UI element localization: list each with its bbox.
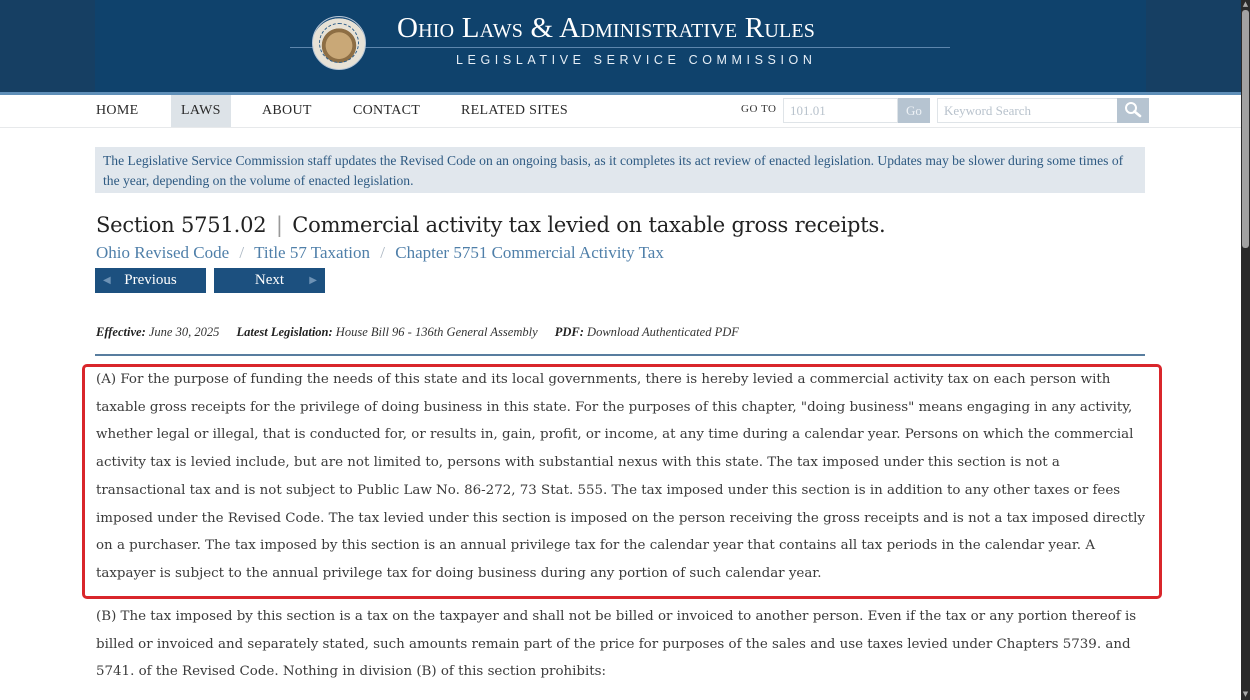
breadcrumb-separator: / [239, 243, 245, 262]
keyword-search-input[interactable]: Keyword Search [937, 98, 1118, 123]
main-nav [0, 95, 1241, 128]
next-label: Next [254, 272, 285, 288]
section-meta [96, 325, 753, 340]
site-title[interactable]: Ohio Laws & Administrative Rules [397, 12, 816, 44]
goto-button[interactable]: Go [898, 98, 930, 123]
goto-label: GO TO [741, 103, 777, 115]
legislation-label: Latest Legislation: [236, 325, 333, 339]
nav-item-laws[interactable]: LAWS [171, 95, 231, 127]
title-separator: | [275, 213, 283, 237]
breadcrumb-separator: / [380, 243, 386, 262]
section-title-text: Commercial activity tax levied on taxable gross receipts. [292, 213, 886, 237]
breadcrumb [96, 243, 664, 263]
section-number: Section 5751.02 [96, 213, 267, 237]
search-icon [1124, 101, 1142, 119]
paragraph-a: (A) For the purpose of funding the needs of this state and its local governments, there is hereby levied a commercial activity tax on each person with taxable gross receipts for the privilege of doing business in this state. For the purposes of this chapter, "doing business" means engaging in any activity, whether legal or illegal, that is conducted for, or results in, gain, profit, or income, at any time during a calendar year. Persons on which the commercial activity tax is levied include, but are not limited to, persons with substantial nexus with this state. The tax imposed under this section is not a transactional tax and is not subject to Public Law No. 86-272, 73 Stat. 555. The tax imposed under this section is in addition to any other taxes or fees imposed under the Revised Code. The tax levied under this section is imposed on the person receiving the gross receipts and is not a tax imposed directly on a purchaser. The tax imposed by this section is an annual privilege tax for the calendar year that contains all tax periods in the calendar year. A taxpayer is subject to the annual privilege tax for doing business during any portion of such calendar year. [96, 372, 1145, 581]
effective-date [96, 325, 222, 339]
seal-ring [319, 23, 359, 63]
next-button[interactable] [214, 268, 325, 293]
ohio-legislature-seal-logo[interactable] [312, 16, 366, 70]
breadcrumb-chapter-5751[interactable]: Chapter 5751 Commercial Activity Tax [395, 243, 664, 262]
pdf-label: PDF: [554, 325, 584, 339]
nav-item-contact[interactable]: CONTACT [353, 103, 421, 118]
effective-label: Effective: [96, 325, 146, 339]
legislation-link[interactable]: House Bill 96 - 136th General Assembly [335, 325, 538, 339]
chevron-right-icon: ▶ [309, 275, 317, 286]
latest-legislation [236, 325, 540, 339]
header-left-margin [0, 0, 95, 92]
header-right-margin [1146, 0, 1241, 92]
update-notice: The Legislative Service Commission staff updates the Revised Code on an ongoing basis, as it completes its act review of enacted legislation. Updates may be slower during some times of the year, depending on the volume of enacted legislation. [95, 147, 1145, 193]
nav-item-about[interactable]: ABOUT [262, 103, 312, 118]
goto-section-input[interactable]: 101.01 [783, 98, 898, 123]
download-pdf-link[interactable]: Download Authenticated PDF [587, 325, 739, 339]
breadcrumb-title-57[interactable]: Title 57 Taxation [254, 243, 371, 262]
paragraph-b: (B) The tax imposed by this section is a tax on the taxpayer and shall not be billed or invoiced to another person. Even if the tax or any portion thereof is billed or invoiced and separately stated, such amounts remain part of the price for purposes of the sales and use taxes levied under Chapters 5739. and 5741. of the Revised Code. Nothing in division (B) of this section prohibits: [96, 609, 1137, 680]
scroll-down-arrow-icon[interactable]: ▼ [1242, 690, 1249, 698]
search-button[interactable] [1117, 98, 1149, 123]
breadcrumb-ohio-revised-code[interactable]: Ohio Revised Code [96, 243, 230, 262]
header-divider-line [290, 47, 950, 48]
nav-item-home[interactable]: HOME [96, 103, 139, 118]
scroll-up-arrow-icon[interactable]: ▲ [1242, 0, 1249, 8]
chevron-left-icon: ◀ [103, 275, 111, 286]
vertical-scrollbar[interactable] [1241, 0, 1250, 700]
nav-item-related-sites[interactable]: RELATED SITES [461, 103, 568, 118]
site-subtitle: LEGISLATIVE SERVICE COMMISSION [456, 53, 817, 67]
site-header [0, 0, 1241, 92]
page-title [96, 213, 886, 237]
meta-divider [95, 354, 1145, 356]
pdf-download [555, 325, 739, 339]
scrollbar-thumb[interactable] [1242, 10, 1249, 248]
effective-value: June 30, 2025 [148, 325, 220, 339]
previous-label: Previous [124, 272, 177, 288]
previous-button[interactable] [95, 268, 206, 293]
